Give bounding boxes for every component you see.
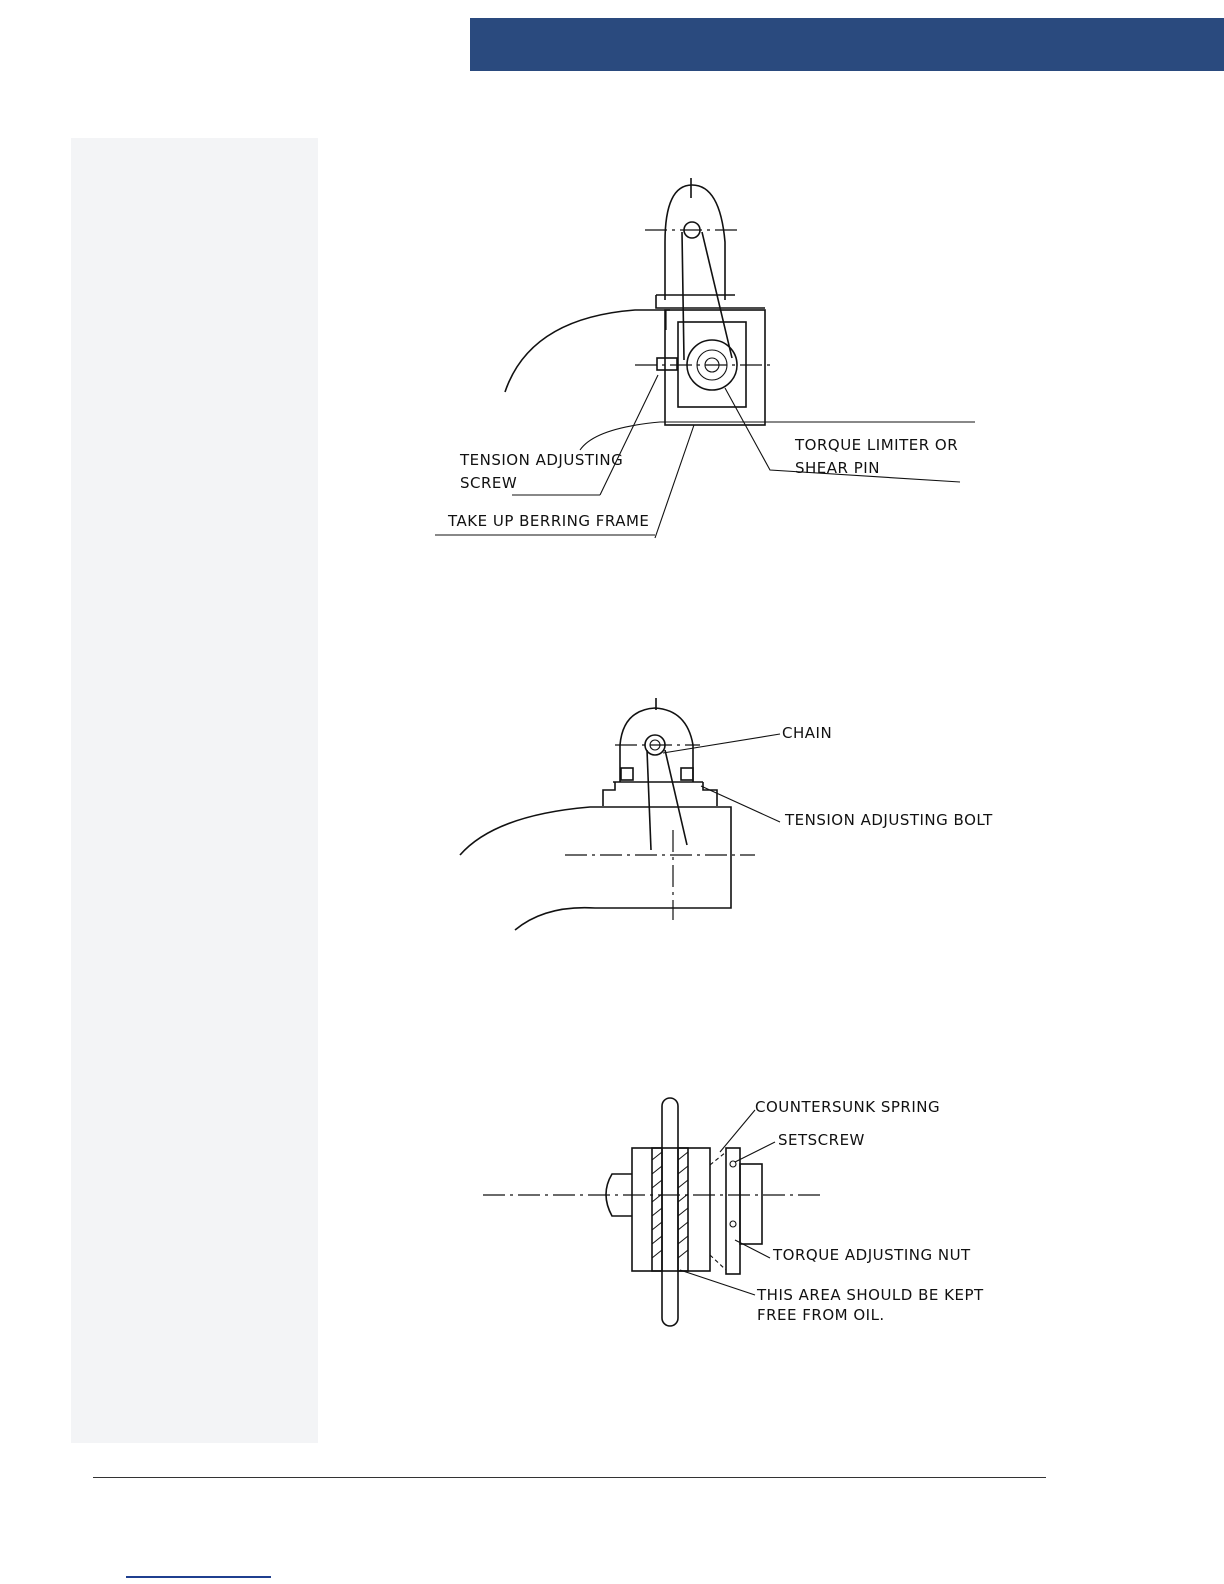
label-tension-adjusting-bolt: TENSION ADJUSTING BOLT	[785, 811, 993, 829]
figure-chain-tension	[455, 690, 1015, 950]
sidebar-panel	[71, 138, 318, 1443]
label-countersunk-spring: COUNTERSUNK SPRING	[755, 1098, 941, 1116]
label-torque-adjusting-nut: TORQUE ADJUSTING NUT	[773, 1246, 971, 1264]
figure-torque-limiter	[480, 1090, 1020, 1340]
label-oil-note-1: THIS AREA SHOULD BE KEPT	[757, 1286, 984, 1304]
body-frame	[460, 807, 731, 930]
chain-right	[665, 750, 687, 845]
tension-bolt-right	[681, 768, 693, 780]
chain-left	[647, 750, 651, 850]
label-torque-limiter-2: SHEAR PIN	[795, 459, 880, 477]
hub	[632, 1148, 710, 1271]
label-take-up-frame: TAKE UP BERRING FRAME	[448, 512, 650, 530]
footer-link-underline[interactable]	[126, 1576, 271, 1578]
label-tension-adjusting-screw-1: TENSION ADJUSTING	[460, 451, 624, 469]
sprocket-disc	[662, 1098, 678, 1326]
label-tension-adjusting-screw-2: SCREW	[460, 474, 518, 492]
upper-housing	[665, 185, 725, 300]
header-bar	[470, 18, 1224, 71]
tension-screw	[657, 358, 677, 370]
frame-curve	[505, 310, 670, 392]
chain-left	[682, 232, 684, 360]
label-setscrew: SETSCREW	[778, 1131, 865, 1149]
label-oil-note-2: FREE FROM OIL.	[757, 1306, 885, 1324]
footer-rule	[93, 1477, 1046, 1478]
label-torque-limiter-1: TORQUE LIMITER OR	[795, 436, 959, 454]
figure-take-up-frame	[420, 170, 980, 550]
tension-bolt-left	[621, 768, 633, 780]
label-chain: CHAIN	[782, 724, 833, 742]
torque-adjusting-nut	[740, 1164, 762, 1244]
